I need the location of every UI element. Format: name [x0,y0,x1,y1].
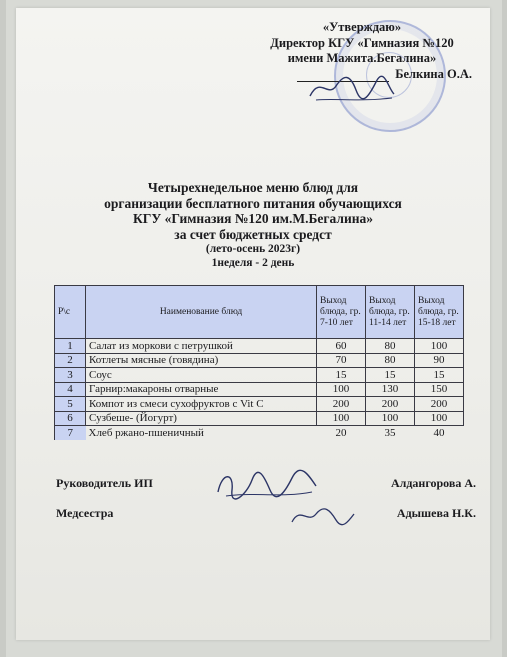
dish-name: Сузбеше- (Йогурт) [86,411,317,426]
approval-line-1: «Утверждаю» [322,20,402,34]
manager-signature [212,466,322,506]
portion-11-14: 130 [366,382,415,397]
row-num: 4 [55,382,86,397]
nurse-signature [288,502,358,532]
dish-name: Хлеб ржано-пшеничный [86,426,317,440]
row-num: 7 [55,426,86,440]
portion-7-10: 20 [317,426,366,440]
table-row [55,382,464,397]
header-name: Наименование блюд [86,286,317,339]
title-line-5: (лето-осень 2023г) [205,243,301,255]
portion-7-10: 100 [317,411,366,426]
row-num: 1 [55,339,86,354]
title-line-1: Четырехнедельное меню блюд для [147,180,359,195]
row-num: 3 [55,368,86,383]
portion-11-14: 80 [366,353,415,368]
portion-11-14: 200 [366,397,415,412]
footer-name-manager: Алдангорова А. [390,476,476,490]
portion-7-10: 100 [317,382,366,397]
header-out-7-10: Выход блюда, гр. 7-10 лет [317,286,366,339]
portion-7-10: 60 [317,339,366,354]
portion-11-14: 15 [366,368,415,383]
menu-table [54,285,464,440]
document-title [16,180,490,270]
row-num: 2 [55,353,86,368]
portion-15-18: 15 [415,368,464,383]
header-out-11-14: Выход блюда, гр. 11-14 лет [366,286,415,339]
approval-signer: Белкина О.А. [395,66,472,81]
dish-name: Соус [86,368,317,383]
portion-11-14: 80 [366,339,415,354]
table-row [55,411,464,426]
table-row [55,368,464,383]
approval-line-3: имени Мажита.Бегалина» [287,51,437,65]
header-out-15-18: Выход блюда, гр. 15-18 лет [415,286,464,339]
header-num: Р\с [55,286,86,339]
table-row [55,353,464,368]
portion-15-18: 100 [415,339,464,354]
footer-role-nurse: Медсестра [56,506,114,520]
portion-7-10: 15 [317,368,366,383]
approval-line-2: Директор КГУ «Гимназия №120 [270,35,454,50]
footer-name-nurse: Адышева Н.К. [396,506,476,520]
dish-name: Гарнир:макароны отварные [86,382,317,397]
table-header-row [55,286,464,339]
portion-15-18: 90 [415,353,464,368]
dish-name: Котлеты мясные (говядина) [86,353,317,368]
director-signature [306,68,396,108]
footer-role-manager: Руководитель ИП [56,476,153,490]
table-row [55,426,464,440]
portion-15-18: 150 [415,382,464,397]
portion-15-18: 200 [415,397,464,412]
table-row [55,397,464,412]
table-row [55,339,464,354]
row-num: 6 [55,411,86,426]
portion-15-18: 40 [415,426,464,440]
portion-11-14: 35 [366,426,415,440]
title-line-6: 1неделя - 2 день [211,257,295,269]
title-line-3: КГУ «Гимназия №120 им.М.Бегалина» [132,211,374,226]
portion-15-18: 100 [415,411,464,426]
portion-7-10: 70 [317,353,366,368]
portion-7-10: 200 [317,397,366,412]
menu-document [16,8,490,640]
dish-name: Компот из смеси сухофруктов с Vit C [86,397,317,412]
row-num: 5 [55,397,86,412]
portion-11-14: 100 [366,411,415,426]
title-line-2: организации бесплатного питания обучающихся [104,195,402,211]
dish-name: Салат из моркови с петрушкой [86,339,317,354]
title-line-4: за счет бюджетных средст [174,226,332,242]
